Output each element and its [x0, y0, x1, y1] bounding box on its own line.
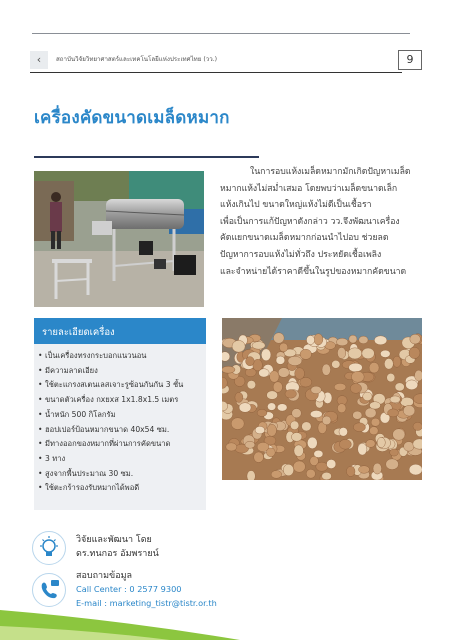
list-item: • ฮอปเปอร์ป้อนหมากขนาด 40x54 ซม. [38, 423, 202, 438]
chevron-left-icon: ‹ [36, 53, 42, 66]
developer-name: ดร.ทนกอร อัมพรายน์ [76, 549, 159, 559]
intro-line: ปัญหาการอบแห้งไม่ทั่วถึง ประหยัดเชื้อเพลิง [220, 249, 382, 260]
intro-line: คัดแยกขนาดเมล็ดหมากก่อนนำไปอบ ช่วยลด [220, 233, 389, 244]
back-button[interactable] [30, 51, 48, 69]
call-center: Call Center : 0 2577 9300 [76, 584, 182, 595]
institute-name: สถาบันวิจัยวิทยาศาสตร์และเทคโนโลยีแห่งประเทศไทย (วว.) [56, 56, 218, 63]
details-title: รายละเอียดเครื่อง [42, 327, 115, 338]
list-item: • มีความลาดเอียง [38, 364, 202, 379]
areca-nut-photo [222, 318, 422, 480]
intro-paragraph [220, 164, 420, 280]
header-rule [30, 72, 402, 73]
intro-line: หมากแห้งไม่สม่ำเสมอ โดยพบว่าเมล็ดขนาดเล็ก [220, 183, 398, 194]
list-item: • ใช้ตะกร้ารองรับหมากได้พอดี [38, 481, 202, 496]
list-item: • เป็นเครื่องทรงกระบอกแนวนอน [38, 349, 202, 364]
list-item: • มีทางออกของหมากที่ผ่านการคัดขนาด [38, 437, 202, 452]
intro-line: ในการอบแห้งเมล็ดหมากมักเกิดปัญหาเมล็ด [250, 167, 411, 177]
contact-heading: สอบถามข้อมูล [76, 571, 133, 581]
details-list [38, 349, 202, 496]
email-link[interactable]: E-mail : marketing_tistr@tistr.or.th [76, 597, 217, 608]
intro-line: และจำหน่ายได้ราคาดีขึ้นในรูปของหมากคัดขนาด [220, 266, 407, 277]
developer-line: วิจัยและพัฒนา โดย [76, 535, 152, 545]
intro-line: แห้งเกินไป ขนาดใหญ่แห้งไม่ดีเป็นเชื้อรา [220, 200, 372, 211]
title-underline [34, 156, 259, 158]
list-item: • ขนาดตัวเครื่อง กxยxส 1x1.8x1.5 เมตร [38, 393, 202, 408]
top-rule [32, 33, 410, 34]
green-corner-decoration [0, 590, 452, 640]
list-item: • สูงจากพื้นประมาณ 30 ซม. [38, 467, 202, 482]
developer-info [76, 533, 159, 561]
page-number: 9 [398, 50, 422, 70]
machine-photo [34, 171, 204, 307]
page-title: เครื่องคัดขนาดเมล็ดหมาก [34, 108, 230, 128]
lightbulb-icon [32, 531, 66, 565]
intro-line: เพื่อเป็นการแก้ปัญหาดังกล่าว วว.จึงพัฒนาเครื่อง [220, 216, 400, 227]
list-item: • ใช้ตะแกรงสเตนเลสเจาะรูซ้อนกันกัน 3 ชั้น [38, 378, 202, 393]
list-item: • น้ำหนัก 500 กิโลกรัม [38, 408, 202, 423]
list-item-continuation: • 3 ทาง [38, 452, 202, 467]
